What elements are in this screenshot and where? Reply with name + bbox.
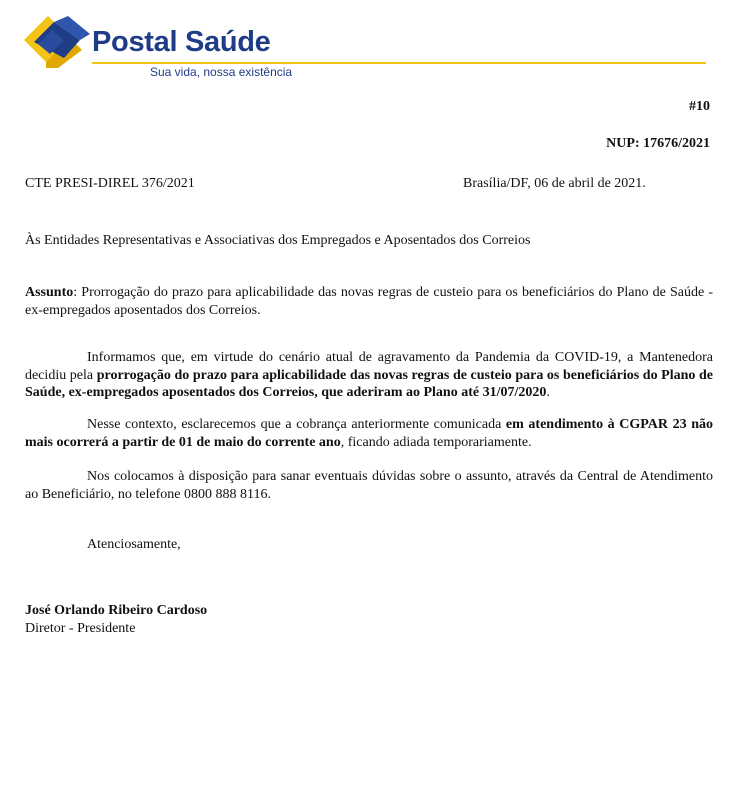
reference-code: CTE PRESI-DIREL 376/2021 bbox=[25, 176, 195, 191]
subject-text: : Prorrogação do prazo para aplicabilidade das novas regras de custeio para os beneficiários do Plano de Saúde - ex-empregados aposentados dos Correios. bbox=[25, 285, 713, 318]
p1-text-end: . bbox=[546, 385, 550, 400]
header-divider bbox=[92, 62, 706, 64]
postal-saude-logo-icon bbox=[24, 12, 90, 68]
brand-name: Postal Saúde bbox=[92, 26, 271, 58]
subject-label: Assunto bbox=[25, 285, 74, 300]
nup-number: NUP: 17676/2021 bbox=[606, 136, 710, 151]
p2-text-bold: em atendimento à CGPAR 23 não mais ocorrerá a partir de 01 de maio do corrente ano bbox=[25, 417, 713, 450]
p2-text-start: Nesse contexto, esclarecemos que a cobrança anteriormente comunicada bbox=[87, 417, 506, 432]
signer-title: Diretor - Presidente bbox=[25, 621, 136, 636]
p1-text-start: Informamos que, em virtude do cenário atual de agravamento da Pandemia da COVID-19, a Mantenedora decidiu pela bbox=[25, 350, 713, 383]
body-paragraph-2 bbox=[25, 416, 713, 451]
brand-tagline: Sua vida, nossa existência bbox=[150, 65, 293, 79]
body-paragraph-1 bbox=[25, 349, 713, 402]
body-paragraph-3: Nos colocamos à disposição para sanar eventuais dúvidas sobre o assunto, através da Central de Atendimento ao Beneficiário, no telefone 0800 888 8116. bbox=[25, 469, 713, 502]
signer-name: José Orlando Ribeiro Cardoso bbox=[25, 603, 208, 618]
letterhead bbox=[24, 10, 714, 82]
p2-text-end: , ficando adiada temporariamente. bbox=[340, 434, 532, 450]
subject-line bbox=[25, 284, 713, 319]
document-number: #10 bbox=[689, 99, 710, 114]
p1-text-bold: prorrogação do prazo para aplicabilidade das novas regras de custeio para os beneficiários do Plano de Saúde, ex-empregados aposentados dos Correios, que aderiram ao Plano até 31/07/2020 bbox=[25, 367, 713, 400]
recipient-line: Às Entidades Representativas e Associativas dos Empregados e Aposentados dos Correios bbox=[25, 233, 531, 248]
reference-line bbox=[25, 176, 713, 194]
closing-salutation: Atenciosamente, bbox=[87, 537, 181, 552]
date-line: Brasília/DF, 06 de abril de 2021. bbox=[463, 176, 646, 191]
